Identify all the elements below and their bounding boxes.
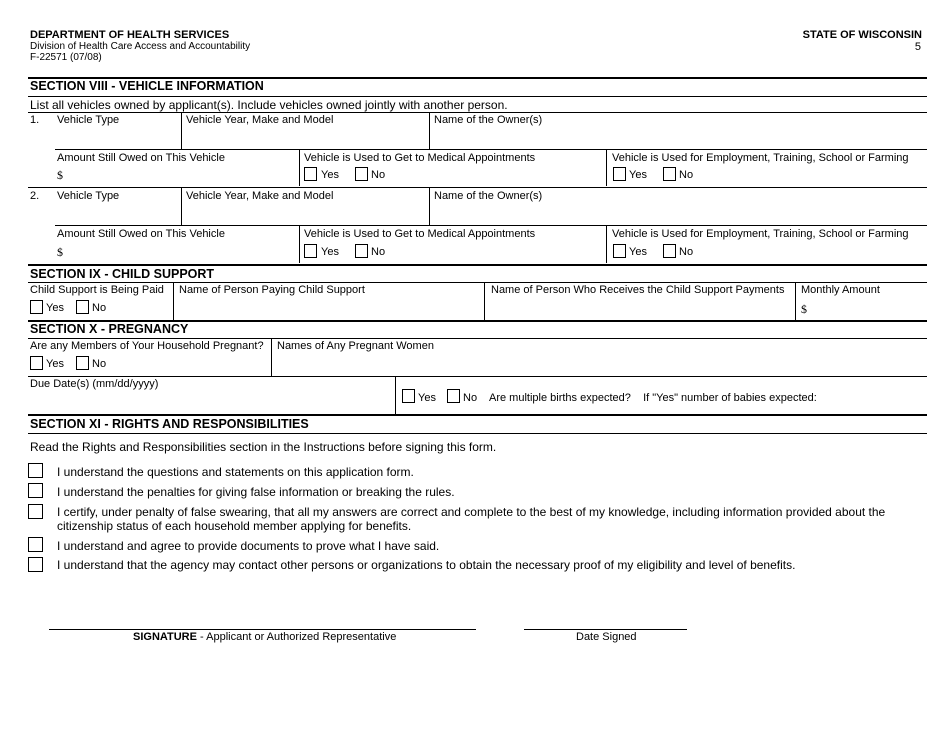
section-xi-title: SECTION XI - RIGHTS AND RESPONSIBILITIES [30, 417, 309, 431]
vehicle-2-medical-no-checkbox[interactable] [355, 244, 368, 258]
statement-4-text: I understand and agree to provide documents to prove what I have said. [57, 539, 440, 553]
page-number: 5 [914, 41, 921, 53]
section-divider [28, 264, 927, 266]
vehicle-1-medical-no-checkbox[interactable] [355, 167, 368, 181]
monthly-amount-currency: $ [801, 302, 807, 316]
statement-5-text: I understand that the agency may contact other persons or organizations to obtain the necessary proof of my eligibility and level of benefits. [57, 558, 796, 572]
vehicle-1-medical-no-label: No [371, 169, 386, 181]
section-divider [28, 414, 927, 416]
multiple-births-yes-label: Yes [418, 392, 436, 404]
vehicle-2-employment-label: Vehicle is Used for Employment, Training, School or Farming [612, 228, 909, 240]
vehicle-1-currency: $ [57, 168, 63, 182]
vehicle-1-employment-yes-checkbox[interactable] [613, 167, 626, 181]
due-dates-label: Due Date(s) (mm/dd/yyyy) [30, 378, 159, 390]
vehicle-2-medical-no-label: No [371, 246, 386, 258]
vehicle-2-ymm-label: Vehicle Year, Make and Model [186, 190, 334, 202]
division-name: Division of Health Care Access and Accountability [30, 41, 251, 52]
multiple-births-no-checkbox[interactable] [447, 389, 460, 403]
vehicle-2-medical-label: Vehicle is Used to Get to Medical Appointments [304, 228, 536, 240]
vehicle-1-medical-yes-label: Yes [321, 169, 339, 181]
vehicle-2-currency: $ [57, 245, 63, 259]
statement-2-text: I understand the penalties for giving false information or breaking the rules. [57, 485, 455, 499]
vehicle-2-medical-yes-checkbox[interactable] [304, 244, 317, 258]
vehicle-1-owner-label: Name of the Owner(s) [434, 114, 543, 126]
vehicle-2-employment-yes-label: Yes [629, 246, 647, 258]
vehicle-2-employment-no-checkbox[interactable] [663, 244, 676, 258]
child-support-no-label: No [92, 302, 107, 314]
child-support-no-checkbox[interactable] [76, 300, 89, 314]
vehicle-2-medical-yes-label: Yes [321, 246, 339, 258]
rights-intro: Read the Rights and Responsibilities section in the Instructions before signing this form. [30, 440, 497, 454]
vehicle-1-employment-label: Vehicle is Used for Employment, Training, School or Farming [612, 152, 909, 164]
statement-3-text: I certify, under penalty of false swearing, that all my answers are correct and complete to the best of my knowledge, including information provided about the citizenship status of each household member applying for benefits. [57, 505, 886, 533]
state-name: STATE OF WISCONSIN [802, 29, 922, 41]
section-viii-title: SECTION VIII - VEHICLE INFORMATION [30, 79, 264, 93]
section-ix-title: SECTION IX - CHILD SUPPORT [30, 267, 215, 281]
statement-5-checkbox[interactable] [28, 557, 43, 572]
multiple-births-no-label: No [463, 392, 478, 404]
vehicle-2-type-label: Vehicle Type [57, 190, 120, 202]
pregnant-yes-label: Yes [46, 358, 64, 370]
pregnant-question-label: Are any Members of Your Household Pregnant? [30, 340, 264, 352]
multiple-births-question: Are multiple births expected? If "Yes" number of babies expected: [489, 392, 817, 404]
vehicle-1-medical-yes-checkbox[interactable] [304, 167, 317, 181]
vehicle-2-employment-yes-checkbox[interactable] [613, 244, 626, 258]
vehicle-1-employment-yes-label: Yes [629, 169, 647, 181]
signature-line[interactable] [49, 629, 476, 630]
pregnant-no-checkbox[interactable] [76, 356, 89, 370]
statement-1-text: I understand the questions and statements on this application form. [57, 465, 414, 479]
vehicle-instruction: List all vehicles owned by applicant(s). Include vehicles owned jointly with another person. [30, 98, 508, 112]
signature-caption-rest: - Applicant or Authorized Representative [196, 631, 397, 643]
receiver-name-label: Name of Person Who Receives the Child Support Payments [491, 284, 785, 296]
child-support-yes-label: Yes [46, 302, 64, 314]
vehicle-1-ymm-label: Vehicle Year, Make and Model [186, 114, 334, 126]
department-name: DEPARTMENT OF HEALTH SERVICES [30, 29, 230, 41]
statement-3-checkbox[interactable] [28, 504, 43, 519]
monthly-amount-label: Monthly Amount [801, 284, 880, 296]
vehicle-2-owed-label: Amount Still Owed on This Vehicle [57, 228, 225, 240]
vehicle-2-owner-label: Name of the Owner(s) [434, 190, 543, 202]
section-x-title: SECTION X - PREGNANCY [30, 322, 189, 336]
payer-name-label: Name of Person Paying Child Support [179, 284, 365, 296]
multiple-births-yes-checkbox[interactable] [402, 389, 415, 403]
pregnant-no-label: No [92, 358, 107, 370]
vehicle-1-owed-label: Amount Still Owed on This Vehicle [57, 152, 225, 164]
signature-caption [133, 631, 396, 644]
vehicle-1-employment-no-checkbox[interactable] [663, 167, 676, 181]
form-number: F-22571 (07/08) [30, 52, 102, 63]
child-support-yes-checkbox[interactable] [30, 300, 43, 314]
statement-4-checkbox[interactable] [28, 537, 43, 552]
statement-2-checkbox[interactable] [28, 483, 43, 498]
signature-caption-bold: SIGNATURE [133, 631, 197, 643]
child-support-paid-label: Child Support is Being Paid [30, 284, 164, 296]
vehicle-2-employment-no-label: No [679, 246, 694, 258]
pregnant-names-label: Names of Any Pregnant Women [277, 340, 434, 352]
vehicle-1-number: 1. [30, 114, 40, 126]
statement-1-checkbox[interactable] [28, 463, 43, 478]
vehicle-1-medical-label: Vehicle is Used to Get to Medical Appointments [304, 152, 536, 164]
pregnant-yes-checkbox[interactable] [30, 356, 43, 370]
vehicle-1-employment-no-label: No [679, 169, 694, 181]
date-signed-caption: Date Signed [576, 631, 637, 643]
date-signed-line[interactable] [524, 629, 687, 630]
vehicle-1-type-label: Vehicle Type [57, 114, 120, 126]
vehicle-2-number: 2. [30, 190, 40, 202]
